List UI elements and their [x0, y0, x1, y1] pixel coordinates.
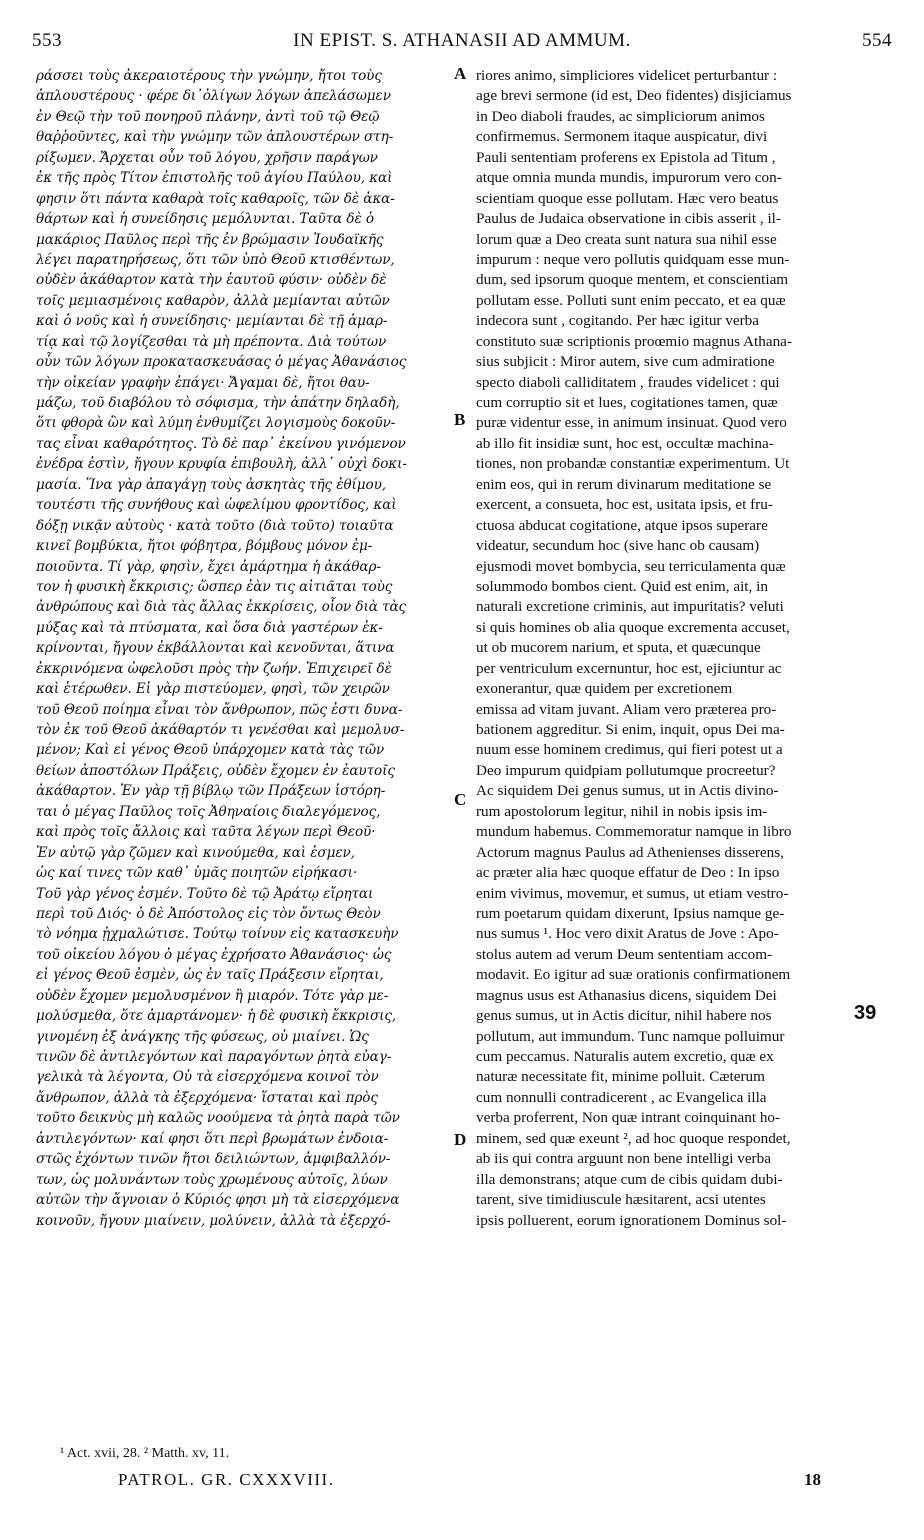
greek-text-line: ἐν Θεῷ τὴν τοῦ πονηροῦ πλάνην, ἀντὶ τοῦ τῷ Θεῷ	[36, 108, 380, 125]
latin-text-line: emissa ad vitam juvant. Aliam vero præterea pro-	[476, 700, 777, 718]
greek-text-line: τὸ νόημα ᾐχμαλώτισε. Τούτῳ τοίνυν εἰς κατασκευὴν	[36, 926, 399, 943]
latin-text-line: cum peccamus. Naturalis autem excretio, quæ ex	[476, 1048, 774, 1065]
latin-text-line: genus sumus, ut in Actis dicitur, nihil habere nos	[476, 1007, 772, 1025]
latin-text-line: si quis homines ob alia quoque excrementa accuset,	[476, 618, 790, 636]
latin-text-line: Actorum magnus Paulus ad Athenienses disserens,	[476, 843, 784, 861]
latin-text-line: lorum quæ a Deo creata sunt natura sua nihil esse	[476, 230, 777, 248]
greek-text-line: μύξας καὶ τὰ πτύσματα, καὶ ὅσα διὰ γαστέρων ἐκ-	[36, 619, 383, 636]
latin-text-line: solummodo bombos cient. Quid est enim, ait, in	[476, 577, 768, 595]
greek-text-line: ἀντιλεγόντων· καί φησι ὅτι περὶ βρωμάτων ἐνδοια-	[36, 1130, 389, 1147]
greek-text-line: γελικὰ τὰ λέγοντα, Οὐ τὰ εἰσερχόμενα κοινοῖ τὸν	[36, 1069, 379, 1086]
greek-text-line: εἰ γένος Θεοῦ ἐσμὲν, ὡς ἐν ταῖς Πράξεσιν εἴρηται,	[36, 967, 384, 984]
greek-text-line: ράσσει τοὺς ἀκεραιοτέρους τὴν γνώμην, ἤτοι τοὺς	[36, 68, 382, 84]
greek-text-line: τινῶν δὲ ἀντιλεγόντων καὶ παραγόντων ῥητὰ εὐαγ-	[36, 1049, 392, 1065]
latin-text-line: pollutam esse. Polluti sunt enim peccato, et ea quæ	[476, 291, 786, 309]
latin-text-line: scientiam quoque esse pollutam. Hæc vero beatus	[476, 189, 779, 207]
greek-text-line: κινεῖ βομβύκια, ἤτοι φόβητρα, βόμβους μόνον ἐμ-	[36, 538, 373, 555]
greek-text-line: καὶ ἑτέρωθεν. Εἰ γὰρ πιστεύομεν, φησὶ, τῶν χειρῶν	[36, 681, 390, 698]
greek-text-line: κρίνονται, ἤγουν ἐκβάλλονται καὶ κενοῦνται, ἅτινα	[36, 640, 395, 657]
latin-text-line: enim vivimus, movemur, et sumus, ut etiam vestro-	[476, 884, 789, 902]
latin-text-line: nus sumus ¹. Hoc vero dixit Aratus de Jove : Apo-	[476, 925, 779, 943]
greek-text-line: ἐνέδρα ἐστὶν, ἤγουν κρυφία ἐπιβουλὴ, ἀλλ᾽ οὐχὶ δοκι-	[36, 456, 407, 473]
latin-text-line: minem, sed quæ exeunt ², ad hoc quoque respondet,	[476, 1129, 791, 1147]
greek-text-line: θείων ἀποστόλων Πράξεις, οὐδὲν ἔχομεν ἐν ἑαυτοῖς	[36, 762, 395, 779]
latin-text-line: puræ videntur esse, in animum insinuat. Quod vero	[476, 414, 787, 432]
greek-text-line: Ἐν αὐτῷ γὰρ ζῶμεν καὶ κινούμεθα, καὶ ἐσμεν,	[36, 844, 355, 861]
greek-text-line: ται ὁ μέγας Παῦλος τοῖς Ἀθηναίοις διαλεγόμενος,	[36, 803, 381, 820]
latin-text-line: naturæ necessitate fit, minime polluit. Cæterum	[476, 1068, 765, 1086]
page-number-right: 554	[862, 30, 892, 51]
greek-text-line: τας εἶναι καθαρότητος. Τὸ δὲ παρ᾽ ἐκείνου γινόμενον	[36, 435, 406, 452]
column-number: 39	[854, 1002, 877, 1024]
latin-text-line: impurum : neque vero pollutis quidquam esse mun-	[476, 250, 790, 268]
latin-text-line: riores animo, simpliciores videlicet perturbantur :	[476, 67, 778, 84]
greek-text-line: ἐκ τῆς πρὸς Τίτον ἐπιστολῆς τοῦ ἁγίου Παύλου, καὶ	[36, 170, 393, 187]
latin-text-line: nuum esse hominem credimus, qui fieri potest ut a	[476, 741, 783, 759]
latin-text-line: ac præter alia hæc quoque effatur de Deo : In ipso	[476, 864, 780, 882]
greek-text-line: Τοῦ γὰρ γένος ἐσμέν. Τοῦτο δὲ τῷ Ἀράτῳ εἴρηται	[36, 885, 374, 902]
greek-text-line: τοῦ Θεοῦ ποίημα εἶναι τὸν ἄνθρωπον, πῶς ἐστι δυνα-	[36, 701, 403, 718]
greek-text-line: τον ἡ φυσικὴ ἔκκρισις; ὥσπερ ἐὰν τις αἰτιᾶται τοὺς	[36, 578, 393, 595]
greek-text-line: ἁπλουστέρους · φέρε δι᾽ὀλίγων λόγων ἀπελάσωμεν	[36, 88, 391, 105]
greek-text-line: τὴν οἰκείαν γραφὴν ἐπάγει· Ἄγαμαι δὲ, ἤτοι θαυ-	[36, 374, 370, 391]
footer-signature: 18	[804, 1470, 821, 1489]
footnotes: ¹ Act. xvii, 28. ² Matth. xv, 11.	[60, 1446, 230, 1461]
greek-text-line: τὸν ἐκ τοῦ Θεοῦ ἀκάθαρτόν τι γενέσθαι καὶ μεμολυσ-	[36, 722, 405, 738]
greek-text-line: ποιοῦντα. Τί γὰρ, φησὶν, ἔχει ἁμάρτημα ἡ ἀκάθαρ-	[36, 558, 381, 575]
greek-text-line: μάζω, τοῦ διαβόλου τὸ σόφισμα, τὴν ἀπάτην δηλαδὴ,	[36, 395, 400, 411]
latin-text-line: age brevi sermone (id est, Deo fidentes) disjiciamus	[476, 87, 792, 105]
greek-text-line: αὐτῶν τὴν ἄγνοιαν ὁ Κύριός φησι μὴ τὰ εἰσερχόμενα	[36, 1192, 400, 1209]
greek-text-line: ρίξωμεν. Ἄρχεται οὖν τοῦ λόγου, χρῆσιν παράγων	[36, 149, 378, 166]
greek-text-line: κοινοῦν, ἤγουν μιαίνειν, μολύνειν, ἀλλὰ τὰ ἐξερχό-	[36, 1212, 391, 1229]
greek-column	[36, 66, 460, 1231]
greek-text-line: τοῖς μεμιασμένοις καθαρὸν, ἀλλὰ μεμίανται αὐτῶν	[36, 292, 390, 309]
footer-volume: PATROL. GR. CXXXVIII.	[118, 1470, 335, 1489]
latin-text-line: ab illo fit insidiæ sunt, hoc est, occultæ machina-	[476, 434, 774, 452]
greek-text-line: τοῦ οἰκείου λόγου ὁ μέγας ἐχρήσατο Ἀθανάσιος· ὡς	[36, 946, 392, 963]
greek-text-line: θάρτων καὶ ἡ συνείδησις μεμόλυνται. Ταῦτα δὲ ὁ	[36, 211, 374, 228]
greek-text-line: δόξῃ νικᾷν αὐτοὺς · κατὰ τοῦτο (διὰ τοῦτο) τοιαῦτα	[36, 517, 394, 534]
latin-text-line: Paulus de Judaica observatione in cibis asserit , il-	[476, 210, 781, 228]
latin-text-line: tarent, sive timidiuscule hæsitarent, acsi utentes	[476, 1191, 766, 1209]
latin-text-line: per ventriculum excernuntur, hoc est, ejiciuntur ac	[476, 659, 782, 677]
latin-text-line: ipsis polluerent, eorum ignorationem Dominus sol-	[476, 1211, 787, 1229]
greek-text-line: ἄνθρωπον, ἀλλὰ τὰ ἐξερχόμενα· ἵσταται καὶ πρὸς	[36, 1089, 378, 1106]
latin-text-line: constituto suæ scriptionis proœmio magnus Athana-	[476, 332, 792, 350]
greek-text-line: καὶ ὁ νοῦς καὶ ἡ συνείδησις· μεμίανται δὲ τῇ ἁμαρ-	[36, 313, 388, 330]
greek-text-line: μένον; Καὶ εἰ γένος Θεοῦ ὑπάρχομεν κατὰ τὰς τῶν	[36, 742, 385, 759]
section-marker-b: B	[454, 410, 466, 429]
latin-text-line: sius subjicit : Miror autem, sive cum admiratione	[476, 353, 775, 371]
greek-text-line: θαῤῥοῦντες, καὶ τὴν γνώμην τῶν ἁπλουστέρων στη-	[36, 129, 394, 146]
running-header	[32, 30, 892, 58]
greek-text-line: ἀκάθαρτον. Ἐν γὰρ τῇ βίβλῳ τῶν Πράξεων ἱστόρη-	[36, 783, 386, 800]
latin-text-line: atque omnia munda mundis, impurorum vero con-	[476, 169, 782, 187]
latin-text-line: naturali excretione criminis, aut impuritatis? veluti	[476, 598, 784, 616]
latin-text-line: Pauli sententiam proferens ex Epistola ad Titum ,	[476, 148, 776, 166]
greek-text-line: οὐδὲν ἀκάθαρτον κατὰ τὴν ἑαυτοῦ φύσιν· οὐδὲν δὲ	[36, 272, 387, 289]
latin-text-line: Ac siquidem Dei genus sumus, ut in Actis divino-	[476, 782, 779, 800]
latin-text-line: mundum habemus. Commemoratur namque in libro	[476, 823, 792, 841]
page-number-left: 553	[32, 30, 62, 51]
greek-text-line: λέγει παρατηρήσεως, ὅτι τῶν ὑπὸ Θεοῦ κτισθέντων,	[36, 251, 395, 268]
latin-text-line: exonerantur, quæ quidem per excretionem	[476, 680, 733, 698]
greek-text-line: καὶ πρὸς τοῖς ἄλλοις καὶ ταῦτα λέγων περὶ Θεοῦ·	[36, 824, 376, 841]
latin-text-line: cum corruptio sit et lues, cogitationes tamen, quæ	[476, 394, 778, 411]
greek-text-line: μασία. Ἵνα γὰρ ἀπαγάγῃ τοὺς ἀσκητὰς τῆς ἐθίμου,	[36, 476, 386, 493]
greek-text-line: ὅτι φθορὰ ὢν καὶ λύμη ἐνθυμίζει λογισμοὺς δοκοῦν-	[36, 415, 396, 432]
latin-text-line: ab iis qui contra arguunt non bene intelligi verba	[476, 1150, 771, 1168]
latin-text-line: ut ob mucorem narium, et sputa, et quæcunque	[476, 639, 761, 657]
latin-text-line: stolus autem ad verum Deum sententiam accom-	[476, 945, 773, 963]
latin-text-line: magnus usus est Athanasius dicens, siquidem Dei	[476, 986, 777, 1004]
latin-text-line: pollutum, aut immundum. Tunc namque polluimur	[476, 1027, 785, 1045]
latin-text-line: indecora sunt , cogitando. Per hæc igitur verba	[476, 312, 760, 330]
latin-text-line: tiones, non probandæ constantiæ experimentum. Ut	[476, 455, 790, 473]
greek-text-line: των, ὡς μολυνάντων τοὺς χρωμένους αὐτοῖς, λύων	[36, 1171, 388, 1188]
latin-text-line: verba proferrent, Non quæ intrant coinquinant ho-	[476, 1109, 781, 1127]
latin-text-line: rum apostolorum legitur, nihil in nobis ipsis im-	[476, 802, 768, 820]
latin-text-line: bationem aggreditur. Si enim, inquit, opus Dei ma-	[476, 721, 785, 738]
section-marker-c: C	[454, 790, 467, 809]
latin-text-line: rum poetarum quidam dixerunt, Ipsius namque ge-	[476, 904, 785, 922]
greek-text-line: οὐδὲν ἔχομεν μεμολυσμένον ἢ μιαρόν. Τότε γὰρ με-	[36, 987, 389, 1004]
greek-text-line: τίᾳ καὶ τῷ λογίζεσθαι τὰ μὴ πρέποντα. Διὰ τούτων	[36, 333, 387, 350]
latin-text-line: cum nonnulli contradicerent , ac Evangelica illa	[476, 1088, 767, 1106]
greek-text-line: μακάριος Παῦλος περὶ τῆς ἐν βρώμασιν Ἰουδαϊκῆς	[36, 231, 384, 248]
latin-text-line: specto diaboli calliditatem , fraudes videlicet : qui	[476, 373, 780, 391]
section-marker-a: A	[454, 64, 467, 83]
greek-text-line: περὶ τοῦ Διός· ὁ δὲ Ἀπόστολος εἰς τὸν ὄντως Θεὸν	[36, 905, 381, 922]
latin-text-line: dum, sed ipsorum quoque mentem, et conscientiam	[476, 271, 789, 289]
greek-text-line: ὡς καί τινες τῶν καθ᾽ ὑμᾶς ποιητῶν εἰρήκασι·	[36, 865, 358, 882]
greek-text-line: τουτέστι τῆς συνήθους καὶ ὠφελίμου φροντίδος, καὶ	[36, 497, 397, 514]
greek-text-line: μολύσμεθα, ὅτε ἁμαρτάνομεν· ἡ δὲ φυσικὴ ἔκκρισις,	[36, 1008, 397, 1025]
running-title: IN EPIST. S. ATHANASII AD AMMUM.	[293, 30, 631, 51]
greek-text-line: οὖν τῶν λόγων προκατασκευάσας ὁ μέγας Ἀθανάσιος	[36, 354, 407, 371]
latin-text-line: illa demonstrans; atque cum de cibis quidam dubi-	[476, 1170, 783, 1188]
latin-text-line: Deo impurum quidpiam pollutumque procreetur?	[476, 761, 776, 779]
greek-text-line: ἐκκρινόμενα ὠφελοῦσι πρὸς τὴν ζωήν. Ἐπιχειρεῖ δὲ	[36, 660, 392, 677]
latin-text-line: in Deo diaboli fraudes, ac simpliciorum animos	[476, 107, 765, 125]
greek-text-line: στῶς ἐχόντων τινῶν ἤτοι δειλιώντων, ἀμφιβαλλόν-	[36, 1151, 391, 1168]
latin-text-line: modavit. Eo igitur ad suæ orationis confirmationem	[476, 966, 791, 984]
latin-text-line: enim eos, qui in rerum divinarum meditatione se	[476, 475, 772, 493]
section-marker-d: D	[454, 1130, 467, 1149]
latin-text-line: confirmemus. Sermonem itaque auspicatur, divi	[476, 128, 768, 146]
greek-text-line: φησιν ὅτι πάντα καθαρὰ τοῖς καθαροῖς, τῶν δὲ ἀκα-	[36, 190, 395, 207]
latin-text-line: videatur, secundum hoc (sive hanc ob causam)	[476, 537, 760, 555]
greek-text-line: τοῦτο δεικνὺς μὴ καλῶς νοούμενα τὰ ῥητὰ παρὰ τῶν	[36, 1110, 400, 1127]
greek-text-line: γινομένη ἐξ ἀνάγκης τῆς φύσεως, οὐ μιαίνει. Ὡς	[36, 1028, 369, 1045]
latin-text-line: ctuosa abducat cogitatione, atque ipsos superare	[476, 516, 768, 534]
latin-text-line: exercent, a consueta, hoc est, usitata ipsis, et fru-	[476, 496, 773, 514]
latin-column	[476, 66, 890, 1231]
latin-text-line: ejusmodi movet bombycia, seu terriculamenta quæ	[476, 557, 786, 575]
greek-text-line: ἀνθρώπους καὶ διὰ τὰς ἄλλας ἐκκρίσεις, οἷον διὰ τὰς	[36, 599, 407, 616]
